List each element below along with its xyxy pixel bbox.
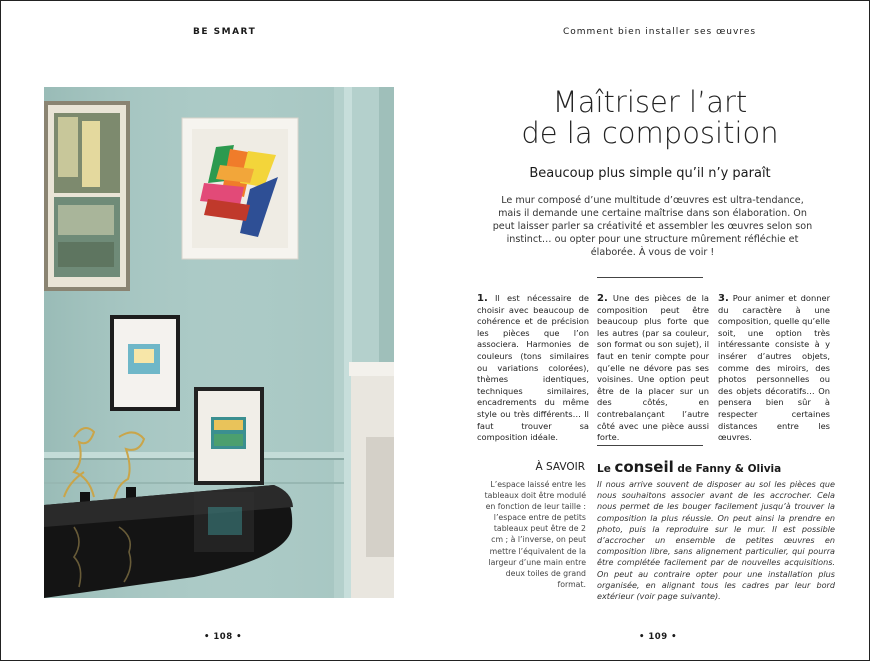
- divider-top: [597, 277, 703, 278]
- intro-paragraph: Le mur composé d’une multitude d’œuvres est ultra-tendance, mais il demande une certaine maîtrise dans son élaboration. On peut laisser parler sa créativité et assembler les œuvres selon son instinct… ou opter pour une structure mûrement réfléchie et élaborée. À vous de voir !: [492, 195, 813, 259]
- conseil-prefix: Le: [597, 463, 611, 475]
- conseil-word: conseil: [614, 458, 674, 476]
- running-head-left: BE SMART: [193, 27, 257, 37]
- right-page: [435, 0, 870, 661]
- column-1-text: Il est nécessaire de choisir avec beaucoup de cohérence et de précision les pièces que l’on associera. Harmonies de couleurs (tons similaires ou variations colorées), thèmes identiques, techniques similaires, encadrements du même style ou très différents… Il faut trouver sa composition idéale.: [477, 293, 589, 443]
- column-2-number: 2.: [597, 293, 608, 304]
- column-2-text: Une des pièces de la composition peut être beaucoup plus forte que les autres (par sa couleur, son format ou son sujet), il faut en tenir compte pour qu’elle ne dévore pas ses voisines. Une option peut être de la placer sur un des côtés, en contrebalançant l’autre côté avec une pièce aussi forte.: [597, 293, 709, 443]
- column-2: [597, 293, 709, 444]
- gallery-wall-illustration: [44, 87, 394, 598]
- column-1-number: 1.: [477, 293, 488, 304]
- folio-right: • 109 •: [639, 632, 678, 642]
- running-head-right: Comment bien installer ses œuvres: [563, 27, 757, 37]
- folio-left: • 108 •: [204, 632, 243, 642]
- title-line-1: Maîtriser l’art: [552, 85, 748, 119]
- interior-photo: [44, 87, 394, 598]
- article-title: [485, 87, 815, 149]
- column-3-number: 3.: [718, 293, 729, 304]
- conseil-suffix: de Fanny & Olivia: [677, 463, 782, 475]
- column-3: [718, 293, 830, 444]
- divider-bottom: [597, 445, 703, 446]
- column-3-text: Pour animer et donner du caractère à une composition, quelle qu’elle soit, une option très intéressante consiste à y insérer d’autres objets, comme des miroirs, des photos personnelles ou des objets décoratifs… On pensera bien sûr à respecter certaines distances entre les œuvres.: [718, 293, 830, 443]
- title-line-2: de la composition: [521, 116, 779, 150]
- article-subtitle: Beaucoup plus simple qu’il n’y paraît: [529, 166, 771, 181]
- a-savoir-heading: À SAVOIR: [535, 461, 585, 473]
- column-1: [477, 293, 589, 444]
- conseil-heading: [597, 458, 781, 476]
- conseil-text: Il nous arrive souvent de disposer au sol les pièces que nous souhaitons associer avant de les accrocher. Cela nous permet de les bouger facilement jusqu’à trouver la composition la plus réussie. On peut ainsi la prendre en photo, puis la reproduire sur le mur. Il est possible d’accrocher un ensemble de petites œuvres en composition libre, sans alignement particulier, qui pourra être complétée facilement par de nouvelles acquisitions. On peut au contraire opter pour une installation plus organisée, en alignant tous les cadres par leur bord extérieur (voir page suivante).: [597, 479, 835, 602]
- a-savoir-text: L’espace laissé entre les tableaux doit être modulé en fonction de leur taille : l’espace entre de petits tableaux peut être de 2 cm ; à l’inverse, on peut mettre l’équivalent de la largeur d’une main entre deux toiles de grand format.: [484, 480, 586, 589]
